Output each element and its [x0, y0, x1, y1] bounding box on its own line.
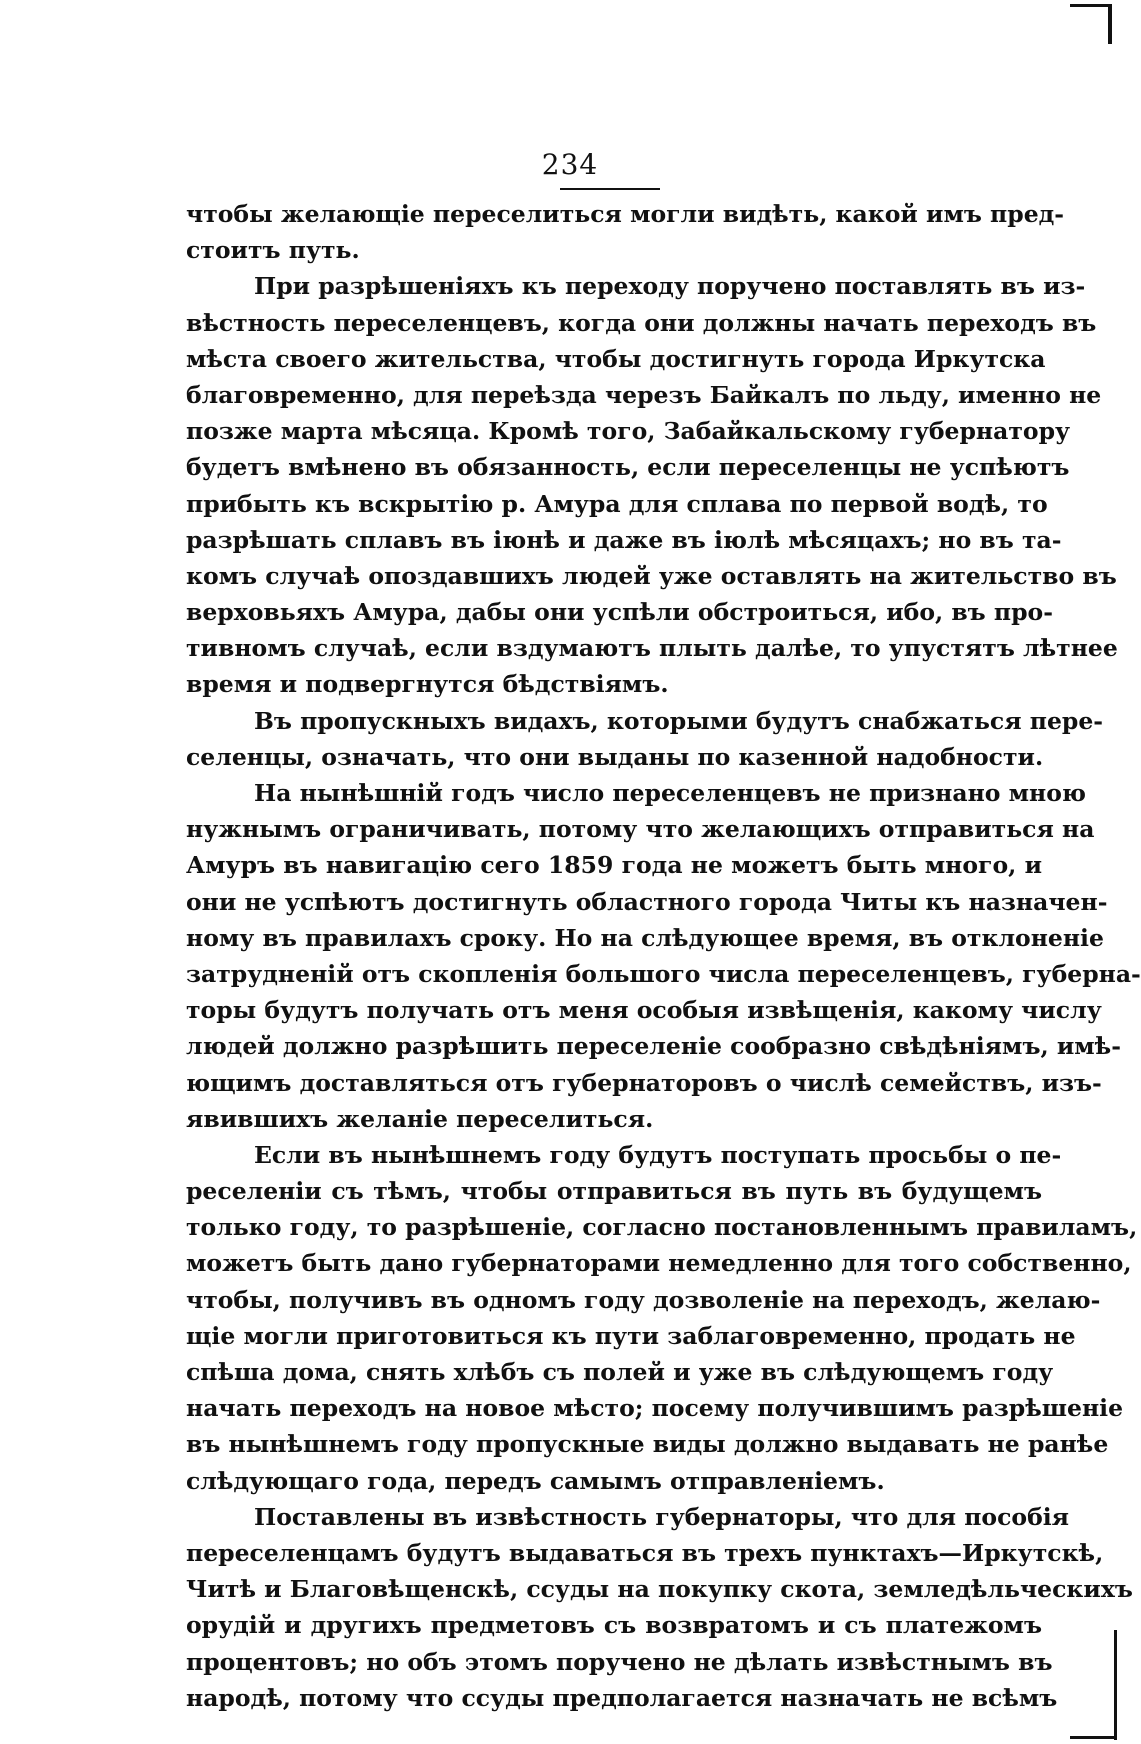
paragraph: [186, 703, 1104, 775]
text-line: Если въ нынѣшнемъ году будутъ поступать просьбы о пе-: [254, 1140, 1062, 1169]
text-line: чтобы желающіе переселиться могли видѣть, какой имъ пред-: [186, 200, 1065, 228]
text-line: людей должно разрѣшить переселеніе сообразно свѣдѣніямъ, имѣ-: [186, 1032, 1121, 1061]
text-line: нужнымъ ограничивать, потому что желающихъ отправиться на: [186, 815, 1095, 844]
text-line: разрѣшать сплавъ въ іюнѣ и даже въ іюлѣ мѣсяцахъ; но въ та-: [186, 525, 1062, 554]
scan-frame-mark-bottom-horizontal: [1070, 1736, 1117, 1739]
text-line: спѣша дома, снять хлѣбъ съ полей и уже въ слѣдующемъ году: [186, 1358, 1054, 1386]
text-line: слѣдующаго года, передъ самымъ отправленіемъ.: [186, 1466, 885, 1495]
text-line: верховьяхъ Амура, дабы они успѣли обстроиться, ибо, въ про-: [186, 598, 1053, 627]
paragraph: [186, 1137, 1138, 1499]
text-line: комъ случаѣ опоздавшихъ людей уже оставлять на жительство въ: [186, 561, 1117, 590]
text-line: будетъ вмѣнено въ обязанность, если переселенцы не успѣютъ: [186, 453, 1070, 482]
text-line: переселенцамъ будутъ выдаваться въ трехъ пунктахъ—Иркутскѣ,: [186, 1538, 1104, 1567]
text-line: стоитъ путь.: [186, 236, 360, 265]
text-line: можетъ быть дано губернаторами немедленно для того собственно,: [186, 1249, 1132, 1278]
text-line: орудій и другихъ предметовъ съ возвратомъ и съ платежомъ: [186, 1611, 1042, 1640]
text-line: затрудненій отъ скопленія большого числа переселенцевъ, губерна-: [186, 959, 1141, 988]
text-line: они не успѣютъ достигнуть областного города Читы къ назначен-: [186, 887, 1108, 916]
text-line: тивномъ случаѣ, если вздумаютъ плыть далѣе, то упустятъ лѣтнее: [186, 634, 1118, 663]
text-body: [186, 196, 1141, 1716]
text-line: реселеніи съ тѣмъ, чтобы отправиться въ путь въ будущемъ: [186, 1177, 1042, 1206]
text-line: чтобы, получивъ въ одномъ году дозволеніе на переходъ, желаю-: [186, 1285, 1101, 1314]
scan-frame-mark-top-horizontal: [1070, 4, 1112, 7]
paragraph: [186, 775, 1141, 1137]
scan-frame-mark-top-vertical: [1108, 4, 1112, 44]
paragraph: [186, 1499, 1133, 1716]
text-line: На нынѣшній годъ число переселенцевъ не признано мною: [254, 779, 1087, 807]
page-number-underline: [560, 188, 660, 190]
text-line: вѣстность переселенцевъ, когда они должны начать переходъ въ: [186, 308, 1097, 337]
scan-frame-mark-bottom-vertical: [1114, 1630, 1117, 1740]
text-line: благовременно, для переѣзда черезъ Байкалъ по льду, именно не: [186, 380, 1102, 409]
text-line: селенцы, означать, что они выданы по казенной надобности.: [186, 742, 1044, 771]
text-line: ному въ правилахъ сроку. Но на слѣдующее время, въ отклоненіе: [186, 923, 1104, 952]
text-line: начать переходъ на новое мѣсто; посему получившимъ разрѣшеніе: [186, 1394, 1124, 1423]
text-line: прибыть къ вскрытію р. Амура для сплава по первой водѣ, то: [186, 489, 1048, 518]
text-line: При разрѣшеніяхъ къ переходу поручено поставлять въ из-: [254, 272, 1086, 301]
text-line: ющимъ доставляться отъ губернаторовъ о числѣ семействъ, изъ-: [186, 1068, 1102, 1097]
text-line: Поставлены въ извѣстность губернаторы, что для пособія: [254, 1502, 1070, 1531]
paragraph-continuation: [186, 196, 1065, 268]
text-line: торы будутъ получать отъ меня особыя извѣщенія, какому числу: [186, 996, 1102, 1025]
text-line: Амуръ въ навигацію сего 1859 года не можетъ быть много, и: [186, 851, 1042, 880]
text-line: мѣста своего жительства, чтобы достигнуть города Иркутска: [186, 344, 1046, 373]
paragraph: [186, 268, 1118, 702]
text-line: позже марта мѣсяца. Кромѣ того, Забайкальскому губернатору: [186, 417, 1071, 446]
text-line: процентовъ; но объ этомъ поручено не дѣлать извѣстнымъ въ: [186, 1647, 1053, 1676]
text-line: только году, то разрѣшеніе, согласно постановленнымъ правиламъ,: [186, 1213, 1138, 1242]
text-line: Въ пропускныхъ видахъ, которыми будутъ снабжаться пере-: [254, 706, 1104, 735]
text-line: щіе могли приготовиться къ пути заблаговременно, продать не: [186, 1321, 1076, 1350]
text-line: народѣ, потому что ссуды предполагается назначать не всѣмъ: [186, 1683, 1058, 1712]
text-line: время и подвергнутся бѣдствіямъ.: [186, 670, 669, 699]
page-number: 234: [541, 148, 599, 181]
text-line: Читѣ и Благовѣщенскѣ, ссуды на покупку скота, земледѣльческихъ: [186, 1575, 1133, 1604]
text-line: явившихъ желаніе переселиться.: [186, 1104, 654, 1133]
text-line: въ нынѣшнемъ году пропускные виды должно выдавать не ранѣе: [186, 1430, 1109, 1459]
